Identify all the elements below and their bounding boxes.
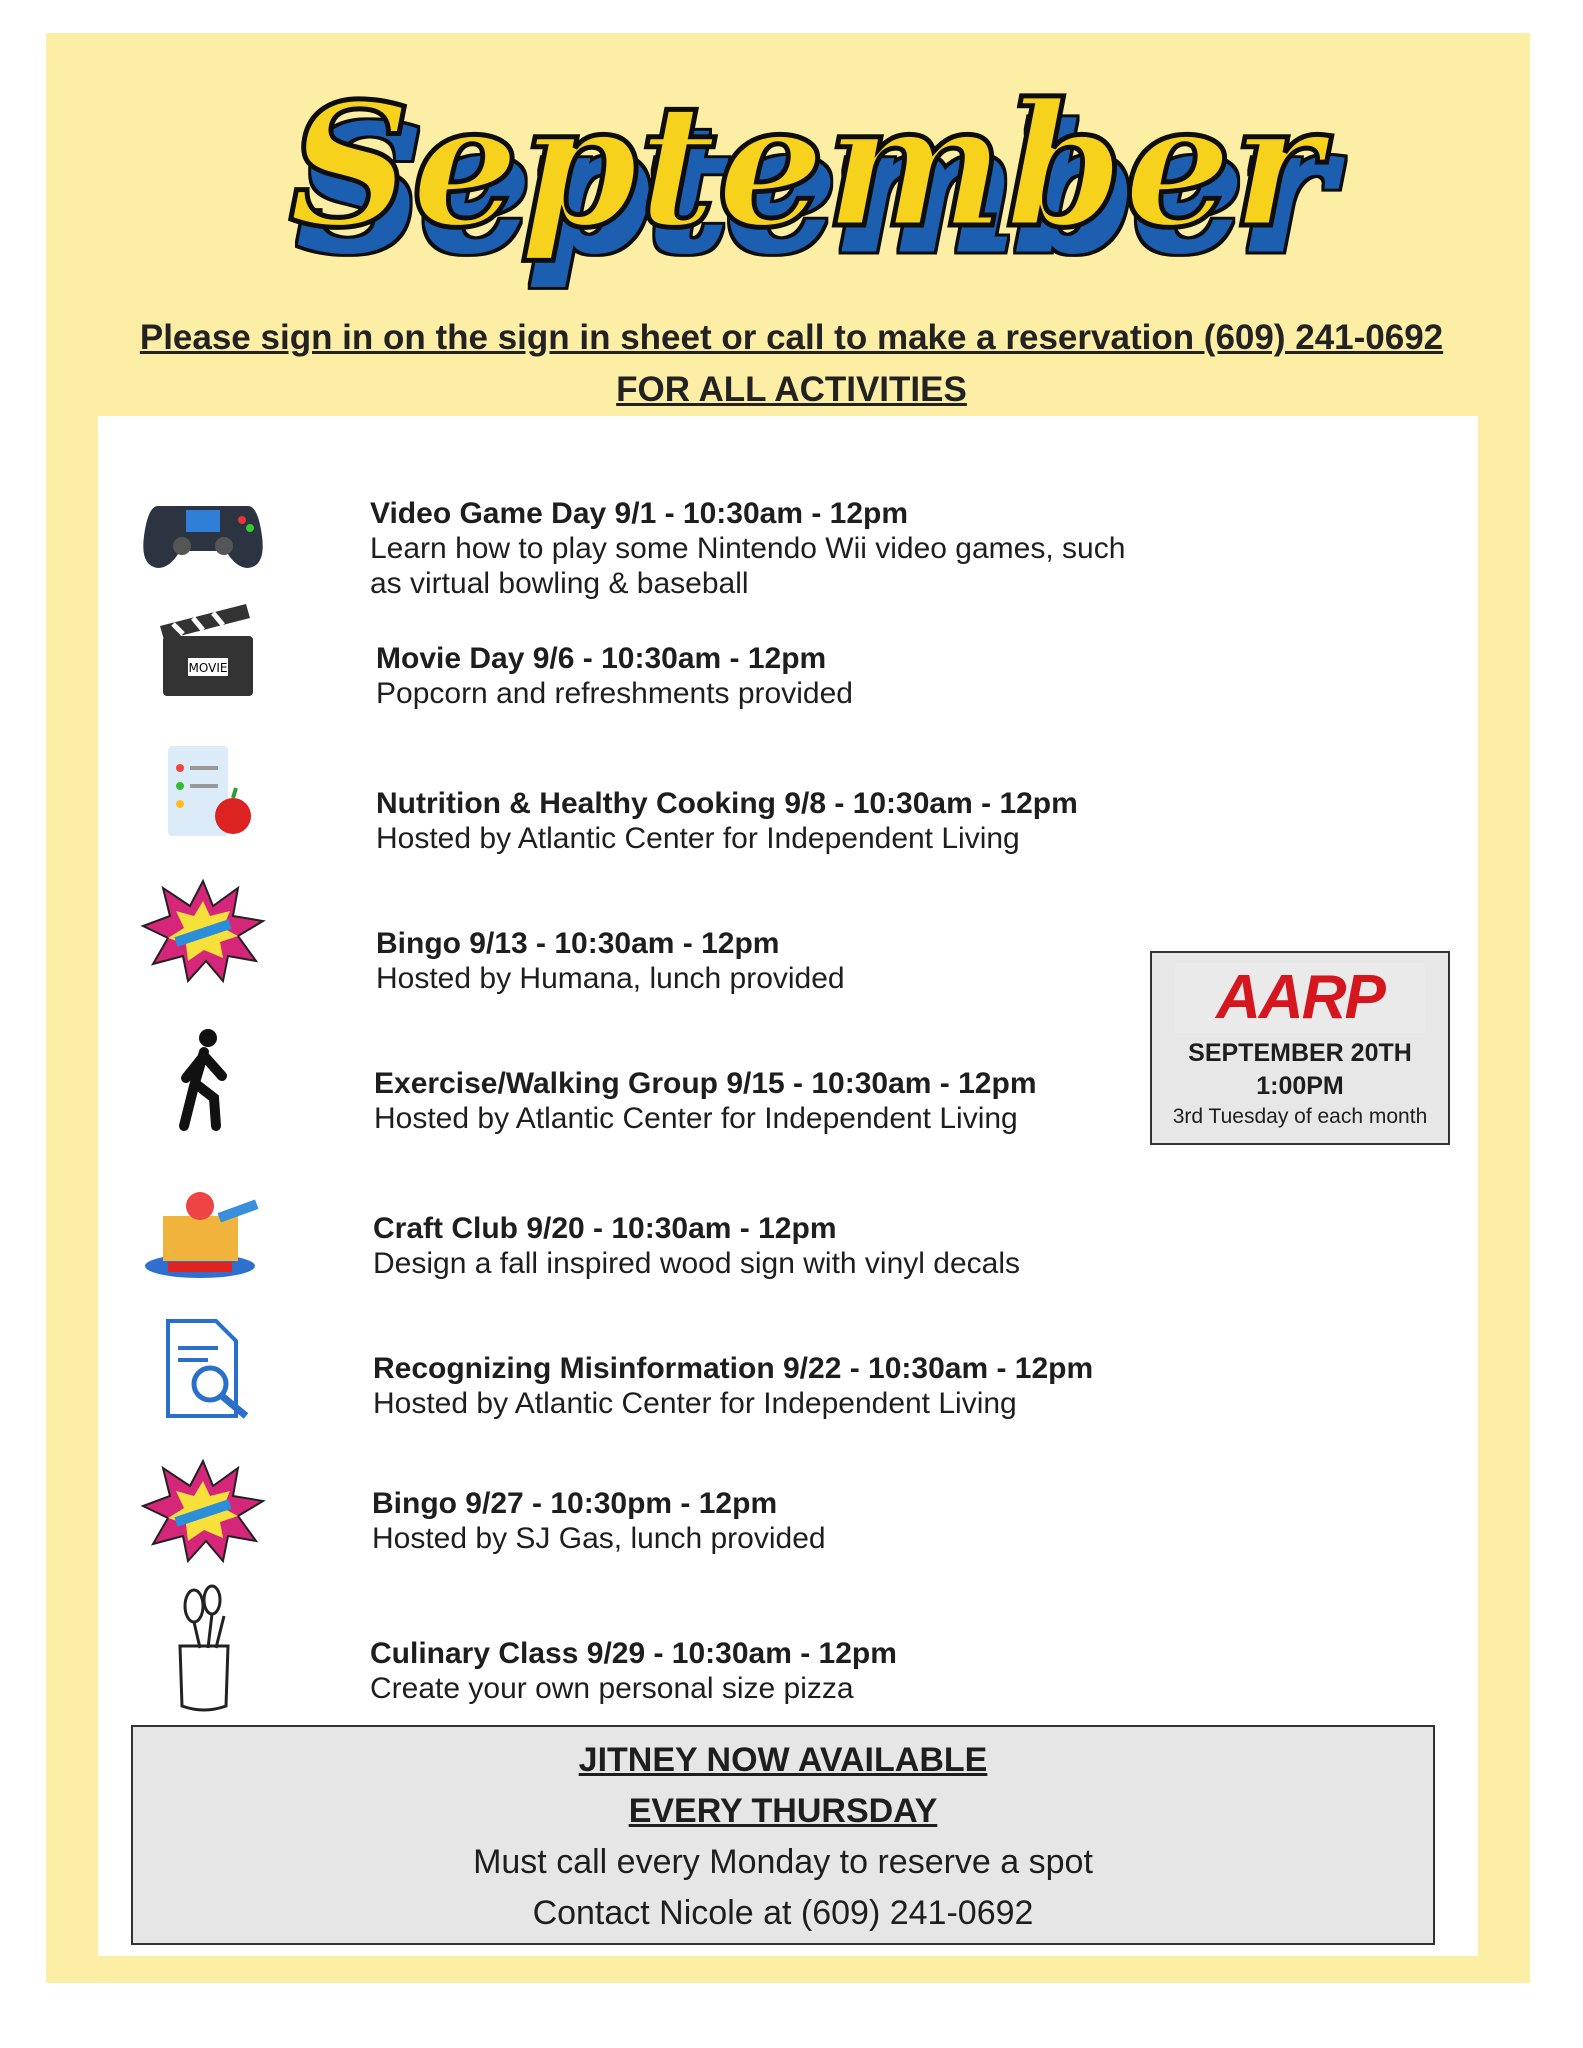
event-title: Culinary Class 9/29 - 10:30am - 12pm: [370, 1637, 897, 1670]
september-title: [288, 40, 1322, 320]
event-description: Popcorn and refreshments provided: [376, 677, 853, 710]
aarp-callout: [1150, 951, 1450, 1145]
arts-crafts-icon: [138, 1176, 268, 1286]
event-description: Learn how to play some Nintendo Wii video games, such: [370, 532, 1126, 565]
clapperboard-label: MOVIE: [188, 661, 228, 675]
event-description: Hosted by Humana, lunch provided: [376, 962, 845, 995]
utensils-jar-icon: [138, 1586, 268, 1716]
event-description: Hosted by Atlantic Center for Independent Living: [376, 822, 1020, 855]
jitney-heading: JITNEY NOW AVAILABLE: [578, 1741, 988, 1779]
bingo-burst-icon: [138, 876, 268, 986]
title-text: September: [288, 66, 1322, 266]
aarp-logo: AARP: [1175, 963, 1425, 1033]
event-title: Video Game Day 9/1 - 10:30am - 12pm: [370, 497, 909, 530]
event-description: Design a fall inspired wood sign with vinyl decals: [373, 1247, 1020, 1280]
event-title: Bingo 9/27 - 10:30pm - 12pm: [372, 1487, 778, 1520]
aarp-date: SEPTEMBER 20TH: [1188, 1039, 1412, 1067]
document-magnifier-icon: [138, 1316, 268, 1426]
game-controller-icon: [138, 476, 268, 586]
jitney-instruction: Must call every Monday to reserve a spot: [473, 1843, 1093, 1881]
event-description: as virtual bowling & baseball: [370, 567, 749, 600]
for-all-activities: FOR ALL ACTIVITIES: [616, 370, 967, 409]
event-description: Hosted by Atlantic Center for Independent Living: [373, 1387, 1017, 1420]
event-title: Bingo 9/13 - 10:30am - 12pm: [376, 927, 780, 960]
aarp-note: 3rd Tuesday of each month: [1172, 1105, 1428, 1128]
jitney-contact: Contact Nicole at (609) 241-0692: [532, 1894, 1034, 1932]
event-title: Recognizing Misinformation 9/22 - 10:30am - 12pm: [373, 1352, 1094, 1385]
event-title: Craft Club 9/20 - 10:30am - 12pm: [373, 1212, 837, 1245]
clapperboard-icon: [138, 596, 268, 706]
nutrition-list-apple-icon: [138, 736, 268, 846]
aarp-time: 1:00PM: [1256, 1072, 1344, 1100]
event-description: Create your own personal size pizza: [370, 1672, 854, 1705]
event-description: Hosted by SJ Gas, lunch provided: [372, 1522, 826, 1555]
bingo-burst-icon: [138, 1456, 268, 1566]
signin-instruction: Please sign in on the sign in sheet or call to make a reservation (609) 241-0692: [139, 318, 1444, 357]
jitney-day: EVERY THURSDAY: [628, 1792, 938, 1830]
event-title: Nutrition & Healthy Cooking 9/8 - 10:30am - 12pm: [376, 787, 1078, 820]
event-title: Exercise/Walking Group 9/15 - 10:30am - 12pm: [374, 1067, 1037, 1100]
event-description: Hosted by Atlantic Center for Independent Living: [374, 1102, 1018, 1135]
walking-person-icon: [138, 1026, 268, 1136]
jitney-notice: [131, 1725, 1435, 1945]
event-title: Movie Day 9/6 - 10:30am - 12pm: [376, 642, 827, 675]
